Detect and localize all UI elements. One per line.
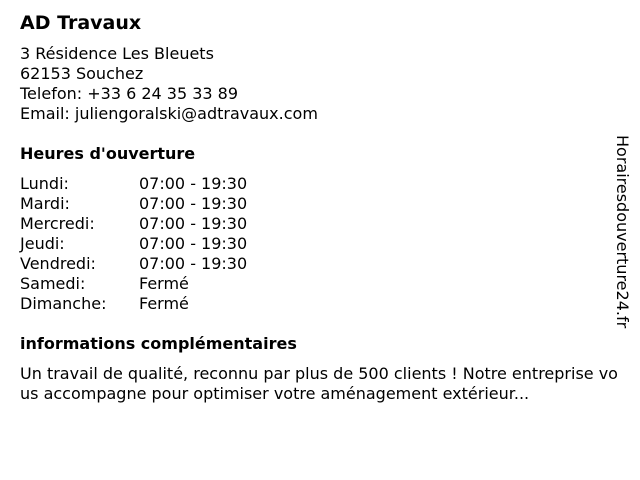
hours-list — [20, 174, 620, 314]
day-time: 07:00 - 19:30 — [139, 234, 248, 253]
address-line-2: 62153 Souchez — [20, 64, 144, 83]
info-heading: informations complémentaires — [20, 334, 297, 353]
day-time: 07:00 - 19:30 — [139, 174, 248, 193]
business-card — [20, 10, 620, 404]
hours-row — [20, 274, 620, 294]
day-label: Mardi: — [20, 194, 70, 213]
day-time: 07:00 - 19:30 — [139, 254, 248, 273]
day-label: Vendredi: — [20, 254, 96, 273]
site-watermark: Horairesdouverture24.fr — [613, 135, 632, 329]
hours-row — [20, 294, 620, 314]
hours-row — [20, 234, 620, 254]
day-time: Fermé — [139, 274, 189, 293]
hours-row — [20, 214, 620, 234]
email-text: Email: juliengoralski@adtravaux.com — [20, 104, 318, 123]
day-label: Samedi: — [20, 274, 86, 293]
day-time: Fermé — [139, 294, 189, 313]
day-label: Mercredi: — [20, 214, 95, 233]
address-line-1: 3 Résidence Les Bleuets — [20, 44, 214, 63]
day-label: Jeudi: — [20, 234, 65, 253]
day-time: 07:00 - 19:30 — [139, 194, 248, 213]
hours-row — [20, 194, 620, 214]
info-text: Un travail de qualité, reconnu par plus de 500 clients ! Notre entreprise vous accompagne pour optimiser votre aménagement extérieur... — [20, 364, 618, 403]
phone-text: Telefon: +33 6 24 35 33 89 — [20, 84, 239, 103]
hours-row — [20, 174, 620, 194]
hours-heading: Heures d'ouverture — [20, 144, 196, 163]
business-name: AD Travaux — [20, 12, 142, 34]
day-label: Lundi: — [20, 174, 69, 193]
day-label: Dimanche: — [20, 294, 107, 313]
hours-row — [20, 254, 620, 274]
day-time: 07:00 - 19:30 — [139, 214, 248, 233]
